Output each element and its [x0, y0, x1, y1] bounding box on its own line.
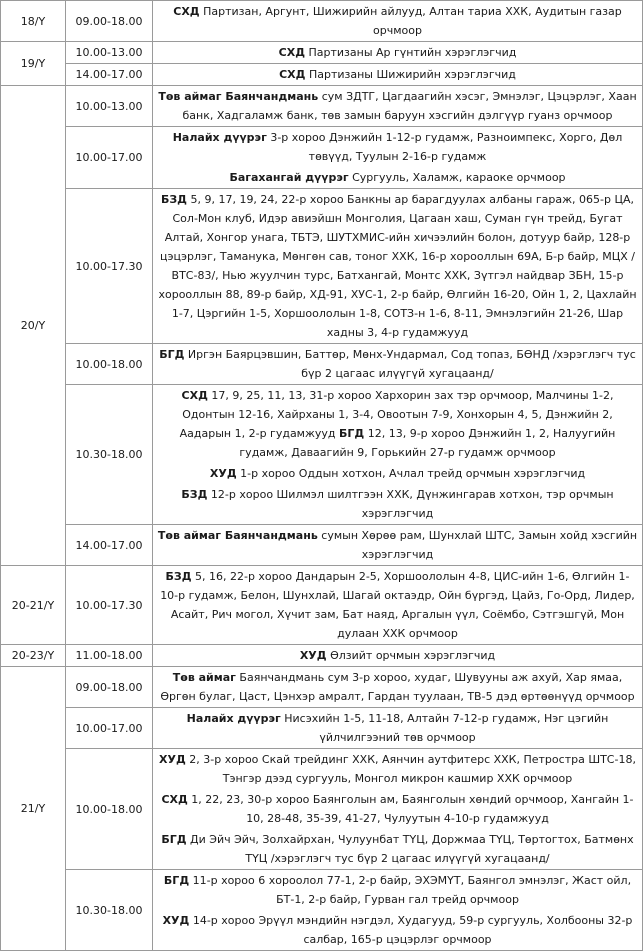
area-text: 2, 3-р хороо Скай трейдинг ХХК, Аянчин аутфитерс ХХК, Петростра ШТС-18, Тэнгэр дээд сургууль, Монгол микрон кашмир ХХК орчмоор [185, 753, 636, 785]
area-cell [153, 525, 643, 566]
table-row [1, 64, 643, 86]
area-cell [153, 189, 643, 344]
table-row [1, 870, 643, 951]
date-cell: 20-21/Y [1, 566, 66, 645]
time-cell: 09.00-18.00 [66, 667, 153, 708]
district-label: БГД [161, 833, 187, 846]
district-label: Налайх дүүрэг [172, 131, 267, 144]
time-cell: 10.00-17.30 [66, 189, 153, 344]
area-text: сумын Хөрөө рам, Шунхлай ШТС, Замын хойд хэсгийн хэрэглэгчид [317, 529, 638, 561]
district-label: ХУД [159, 753, 186, 766]
time-cell: 10.30-18.00 [66, 870, 153, 951]
table-row [1, 344, 643, 385]
table-row [1, 667, 643, 708]
date-cell: 20-23/Y [1, 645, 66, 667]
time-cell: 10.30-18.00 [66, 385, 153, 525]
area-text: Ди Эйч Эйч, Золхайрхан, Чулуунбат ТҮЦ, Доржмаа ТҮЦ, Төртогтох, Батмөнх ТҮЦ /хэрэглэгч тус бүр 2 цагаас илүүгүй хугацаанд/ [186, 833, 634, 865]
district-label: БЗД [160, 193, 187, 206]
time-cell: 14.00-17.00 [66, 525, 153, 566]
district-label: СХД [173, 5, 200, 18]
area-cell [153, 127, 643, 189]
area-text: 12-р хороо Шилмэл шилтгээн ХХК, Дүнжингарав хотхон, тэр орчмын хэрэглэгчид [207, 488, 614, 520]
area-text: Партизаны Шижирийн хэрэглэгчид [305, 68, 516, 81]
area-text: Иргэн Баярцэвшин, Баттөр, Мөнх-Ундармал, Сод топаз, БӨНД /хэрэглэгч тус бүр 2 цагаас илүүгүй хугацаанд/ [184, 348, 636, 380]
date-cell: 19/Y [1, 42, 66, 86]
area-text: 1, 22, 23, 30-р хороо Баянголын ам, Баянголын хөндий орчмоор, Хангайн 1-10, 28-48, 35-39, 41-27, Чулуутын 4-10-р гудамжууд [187, 793, 634, 825]
area-text: Сургууль, Халамж, караоке орчмоор [348, 171, 566, 184]
district-label: БГД [339, 427, 365, 440]
area-cell [153, 86, 643, 127]
table-row [1, 42, 643, 64]
area-cell [153, 385, 643, 525]
district-label: Төв аймаг Баянчандмань [158, 90, 319, 103]
area-text: 5, 9, 17, 19, 24, 22-р хороо Банкны ар барагдуулах албаны гараж, 065-р ЦА, Сол-Мон клуб, Идэр авиэйшн Монголия, Цагаан хаш, Суман гүн трейд, Бугат Алтай, Хонгор унага, ТБТЭ, ШУТХМИС-ийн хичээлийн болон, дотуур байр, 128-р цэцэрлэг, Таманука, Мөнгөн сав, тоног ХХК, 16-р хорооллын 69А, Б-р байр, МЦХ /ВТС-83/, Нью жуулчин турс, Батхангай, Монтс ХХК, Зүтгэл найдвар ЗБН, 15-р хорооллын 88, 89-р байр, ХД-91, ХУС-1, 2-р байр, Өлгийн 16-20, Ойн 1, 2, Цахлайн 1-7, Цэргийн 1-5, Хоршоололын 1-8, СОТЗ-н 1-6, 8-11, Эмнэлэгийн 21-26, Шар хадны 3, 4-р гудамжууд [158, 193, 637, 339]
table-row [1, 189, 643, 344]
area-text: Партизан, Аргунт, Шижирийн айлууд, Алтан тариа ХХК, Аудитын газар орчмоор [199, 5, 622, 37]
time-cell: 10.00-17.00 [66, 708, 153, 749]
district-label: СХД [181, 389, 208, 402]
time-cell: 10.00-13.00 [66, 86, 153, 127]
district-label: Налайх дүүрэг [186, 712, 281, 725]
time-cell: 10.00-18.00 [66, 749, 153, 870]
table-row [1, 385, 643, 525]
table-row [1, 749, 643, 870]
district-label: БЗД [181, 488, 208, 501]
table-row [1, 566, 643, 645]
date-cell: 21/Y [1, 667, 66, 951]
district-label: Төв аймаг Баянчандмань [157, 529, 318, 542]
district-label: ХУД [209, 467, 237, 480]
area-text: Баянчандмань сум 3-р хороо, худаг, Шувууны аж ахуй, Хар ямаа, Өргөн булаг, Цаст, Цэнхэр амралт, Гардан туулаан, ТВ-5 дэд өртөөнүүд орчмоор [160, 671, 635, 703]
time-cell: 10.00-17.30 [66, 566, 153, 645]
district-label: СХД [278, 46, 305, 59]
time-cell: 11.00-18.00 [66, 645, 153, 667]
district-label: Төв аймаг [172, 671, 236, 684]
district-label: БЗД [165, 570, 192, 583]
area-cell [153, 870, 643, 951]
district-label: БГД [163, 874, 190, 887]
district-label: БГД [159, 348, 185, 361]
area-cell [153, 667, 643, 708]
district-label: СХД [161, 793, 188, 806]
area-cell [153, 42, 643, 64]
time-cell: 10.00-13.00 [66, 42, 153, 64]
area-cell [153, 1, 643, 42]
area-cell [153, 64, 643, 86]
time-cell: 10.00-17.00 [66, 127, 153, 189]
area-text: 1-р хороо Оддын хотхон, Ачлал трейд орчмын хэрэглэгчид [236, 467, 586, 480]
table-row [1, 708, 643, 749]
table-row [1, 525, 643, 566]
area-cell [153, 566, 643, 645]
district-label: ХУД [299, 649, 327, 662]
area-text: Өлзийт орчмын хэрэглэгчид [326, 649, 496, 662]
date-cell: 20/Y [1, 86, 66, 566]
table-row [1, 1, 643, 42]
area-text: Партизаны Ар гүнтийн хэрэглэгчид [305, 46, 517, 59]
table-row [1, 86, 643, 127]
time-cell: 10.00-18.00 [66, 344, 153, 385]
area-cell [153, 645, 643, 667]
district-label: СХД [279, 68, 306, 81]
area-text: 12, 13, 9-р хороо Дэнжийн 1, 2, Налуугийн гудамж, Даваагийн 9, Горькийн 27-р гудамж орчмоор [239, 427, 616, 459]
area-text: 3-р хороо Дэнжийн 1-12-р гудамж, Разноимпекс, Хорго, Дөл төвүүд, Туулын 2-16-р гудамж [266, 131, 623, 163]
area-cell [153, 344, 643, 385]
area-text: 5, 16, 22-р хороо Дандарын 2-5, Хоршоололын 4-8, ЦИС-ийн 1-6, Өлгийн 1-10-р гудамж, Белон, Шунхлай, Шагай октаэдр, Ойн бүргэд, Цайз, Го-Орд, Лидер, Асайт, Рич могол, Хүчит зам, Бат наяд, Аргалын үүл, Соёмбо, Сэтгэшгүй, Мон дулаан ХХК орчмоор [160, 570, 635, 640]
table-row [1, 645, 643, 667]
time-cell: 14.00-17.00 [66, 64, 153, 86]
area-text: Нисэхийн 1-5, 11-18, Алтайн 7-12-р гудамж, Нэг цэгийн үйлчилгээний төв орчмоор [280, 712, 609, 744]
area-text: сум ЗДТГ, Цагдаагийн хэсэг, Эмнэлэг, Цэцэрлэг, Хаан банк, Хадгаламж банк, төв замын баруун хэсгийн дэлгүүр гуанз орчмоор [182, 90, 637, 122]
area-cell [153, 749, 643, 870]
table-row [1, 127, 643, 189]
time-cell: 09.00-18.00 [66, 1, 153, 42]
area-cell [153, 708, 643, 749]
area-text: 17, 9, 25, 11, 13, 31-р хороо Хархорин зах тэр орчмоор, Малчины 1-2, Одонтын 12-16, Хайрханы 1, 3-4, Овоотын 7-9, Хонхорын 4, 5, Дэнжийн 2, Аадарын 1, 2-р гудамжууд [179, 389, 614, 440]
area-text: 11-р хороо 6 хороолол 77-1, 2-р байр, ЭХЭМҮТ, Баянгол эмнэлэг, Жаст ойл, БТ-1, 2-р байр, Гурван гал трейд орчмоор [189, 874, 632, 906]
area-text: 14-р хороо Эрүүл мэндийн нэгдэл, Худагууд, 59-р сургууль, Холбооны 32-р салбар, 165-р цэцэрлэг орчмоор [189, 914, 633, 946]
date-cell: 18/Y [1, 1, 66, 42]
district-label: ХУД [162, 914, 190, 927]
district-label: Багахангай дүүрэг [229, 171, 349, 184]
